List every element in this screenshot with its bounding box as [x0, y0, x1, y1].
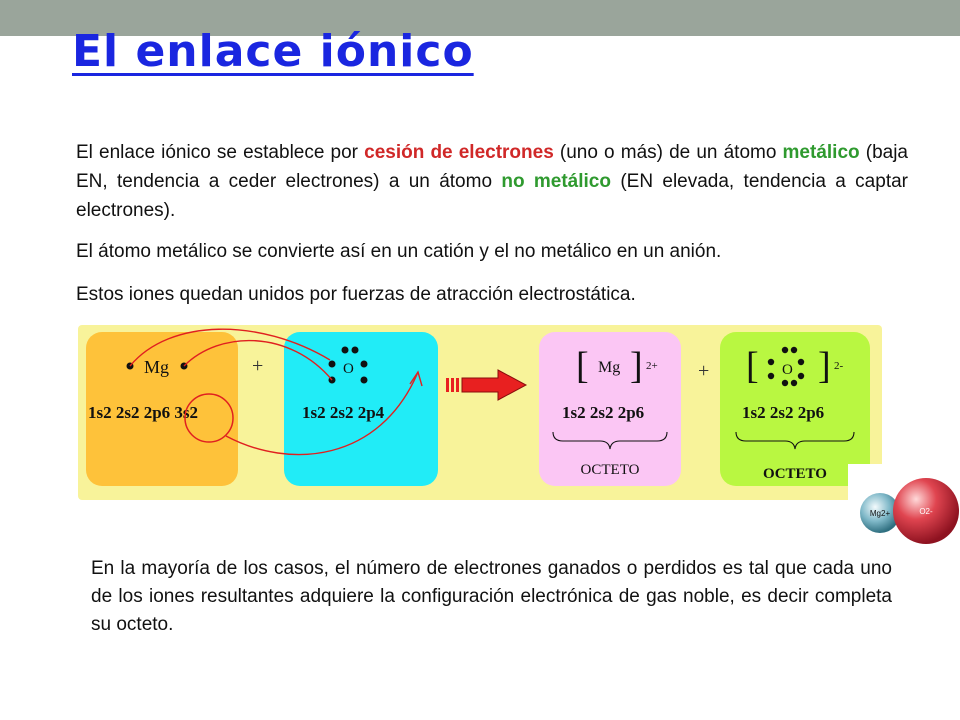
mg-ion-sphere-label: Mg2+ — [869, 509, 891, 518]
mg-ion-charge: 2+ — [646, 360, 658, 372]
highlight-metalico: metálico — [782, 142, 860, 163]
mg-ion-bracket-left: [ — [576, 345, 589, 387]
page-title: El enlace iónico — [72, 26, 474, 77]
octet-paragraph: En la mayoría de los casos, el número de electrones ganados o perdidos es tal que cada uno de los iones resultantes adquiere la configuración electrónica de gas noble, es decir completa su octeto. — [91, 558, 892, 635]
mg-ion-config: 1s2 2s2 2p6 — [562, 403, 645, 422]
mg-ion-symbol: Mg — [598, 359, 621, 376]
plus-sign-reactants: + — [252, 355, 264, 377]
mg-config: 1s2 2s2 2p6 3s2 — [88, 403, 199, 422]
mg-symbol: Mg — [144, 357, 170, 377]
highlight-cesion: cesión de electrones — [364, 142, 554, 163]
o-symbol: O — [343, 361, 354, 377]
mg-ion-bracket-right: ] — [630, 345, 643, 387]
o-ion-sphere-label: O2- — [919, 507, 933, 516]
cation-anion-paragraph: El átomo metálico se convierte así en un catión y el no metálico en un anión. — [76, 241, 722, 262]
mg-ion-octet-label: OCTETO — [580, 462, 640, 478]
electrostatic-paragraph: Estos iones quedan unidos por fuerzas de atracción electrostática. — [76, 284, 636, 305]
intro-text-4: (EN elevada, tendencia a captar electrones). — [76, 171, 908, 221]
o-ion-config: 1s2 2s2 2p6 — [742, 403, 825, 422]
o-ion-bracket-right: ] — [818, 345, 831, 387]
intro-text-3: (baja EN, tendencia a ceder electrones) a un átomo — [76, 142, 908, 192]
o-ion-symbol: O — [782, 362, 793, 378]
o-ion-octet-label: OCTETO — [763, 466, 827, 482]
plus-sign-products: + — [698, 360, 710, 382]
intro-text-1: El enlace iónico se establece por — [76, 142, 365, 163]
o-ion-bracket-left: [ — [746, 345, 759, 387]
highlight-no-metalico: no metálico — [501, 171, 611, 192]
intro-text-2: (uno o más) de un átomo — [553, 142, 783, 163]
o-config: 1s2 2s2 2p4 — [302, 403, 385, 422]
o-ion-charge: 2- — [834, 360, 844, 372]
